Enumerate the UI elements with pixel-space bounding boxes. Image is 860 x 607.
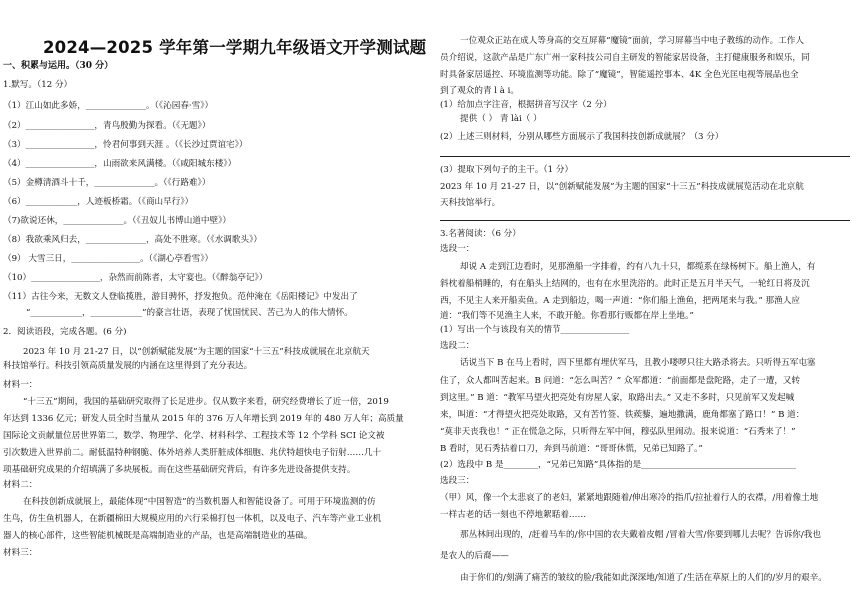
passage-line: 一位观众正站在成人等身高的交互屏幕“魔镜”面前，学习屏幕当中电子教练的动作。工作人	[460, 36, 804, 46]
question-heading: (1）给加点字注音，根据拼音写汉字（2 分）	[440, 100, 612, 110]
material-label: 材料二：	[3, 480, 38, 490]
passage-line: 来，叫道：“才得望火把亮处取路，又有苦竹签、铁蒺藜，遍地撒满，鹿角都塞了路口！” B 道：	[440, 410, 805, 420]
question-heading: (3）提取下列句子的主干。（1 分）	[440, 165, 574, 175]
passage-line: “十三五”期间，我国的基础研究取得了长足进步。仅从数字来看，研究经费增长了近一倍，2019	[23, 397, 389, 407]
recitation-item: （2）________________，青鸟殷勤为探看。（《无题》）	[3, 121, 211, 131]
recitation-item: “____________，____________”的豪言壮语，表现了忧国忧民、苦己为人的伟大情怀。	[26, 308, 353, 318]
passage-line: 在科技创新成就展上，最能体现“中国智造”的当数机器人和智能设备了。可用于环境监测的仿	[23, 497, 376, 507]
answer-blanks: 提供（ ） 青 lài（ ）	[460, 114, 542, 124]
recitation-item: （1）江山如此多娇，______________。（《沁园春·雪》）	[3, 101, 214, 111]
passage-line: 斜枕着船梢睡的，有在船头上结网的，也有在水里洗浴的。此时正是五月半天气，一轮红日将及沉	[440, 279, 810, 289]
passage-line: 2023 年 10 月 21-27 日，以“创新赋能发展”为主题的国家“十三五”科技成就展在北京航天	[23, 347, 370, 357]
passage-line: 到了观众的青 l à i。	[440, 86, 519, 96]
passage-line: 却说 A 走到江边看时，见那渔船一字排着，约有八九十只，都缆系在绿杨树下。船上渔人，有	[460, 262, 816, 272]
question-heading: (2）选段中 B 是________，“兄弟已知路”具体指的是____________________________________	[440, 460, 796, 470]
passage-line: 国际论文贡献量位居世界第二，数学、物理学、化学、材料科学、工程技术等 12 个学科 SCI 论文被	[3, 431, 385, 441]
passage-line: 员介绍说，这款产品是广东广州一家科技公司自主研发的智能家居设备，主打健康服务和娱乐，同	[440, 53, 810, 63]
passage-line: 器人的核心部件，这些智能机械既是高端制造业的产品，也是高端制造业的基础。	[3, 531, 313, 541]
passage-line: 年达到 1336 亿元；研发人员全时当量从 2015 年的 376 万人年增长到 2019 年的 480 万人年；高质量	[3, 414, 404, 424]
poem-line: 由于你们的/刻满了痛苦的皱纹的脸/我能如此深深地/知道了/生活在草原上的人们的/岁月的艰辛。	[460, 573, 827, 583]
passage-line: 科技馆举行。科技引领高质量发展的内涵在这里得到了充分表达。	[3, 361, 253, 371]
recitation-item: （10）________________，杂然而前陈者，太守宴也。（《醉翁亭记》）	[3, 273, 268, 283]
question-heading: (1）写出一个与该段有关的情节________________	[440, 325, 630, 335]
passage-line: B 看时，见石秀拈着口刀，奔到马前道：“哥哥休慌，兄弟已知路了。”	[440, 444, 703, 454]
passage-line: 生鸟，仿生鱼机器人，在新疆棉田大规模应用的六行采棉打包一体机，以及电子、汽车等产业工业机	[3, 514, 382, 524]
question-heading: 2．阅读语段，完成各题。(6 分)	[3, 327, 127, 337]
passage-line: 话说当下 B 在马上看时，四下里都有埋伏军马，且教小喽啰只往大路杀将去。只听得五军屯塞	[460, 358, 816, 368]
question-heading: 3.名著阅读：（6 分）	[440, 229, 521, 239]
passage-line: 引次数进入世界前二。耐低温特种钢脆、体外培养人类肝脏成体细胞、兆伏特超快电子衍射……几十	[3, 448, 382, 458]
question-heading: (2）上述三则材料，分别从哪些方面展示了我国科技创新成就展？（3 分）	[440, 132, 724, 142]
material-label: 材料三：	[3, 548, 38, 558]
passage-line: 项基础研究成果的介绍填满了多块展板。而在这些基础研究背后，有许多先进设备提供支持。	[3, 465, 356, 475]
recitation-item: （9） 大雪三日，________________。（《湖心亭看雪》）	[3, 254, 214, 264]
passage-line: 住了，众人都叫苦起来。B 问道：“怎么叫苦？” 众军都道：“前面都是盘陀路，走了一遭，又转	[440, 376, 801, 386]
answer-line	[440, 220, 850, 221]
excerpt-label: 选段三：	[440, 476, 475, 486]
recitation-item: （5）金樽清酒斗十千，______________。（《行路难》）	[3, 178, 211, 188]
passage-line: 西，不见主人来开船卖鱼。A 走到船边，喝一声道：“你们船上渔鱼，把两尾来与我。” 那渔人应	[440, 296, 800, 306]
poem-line: 那丛林间出现的，/赶着马车的/你中国的农夫戴着皮帽 /冒着大雪/你要到哪儿去呢？告诉你/我也	[460, 530, 821, 540]
section-heading: 一、积累与运用。（30 分）	[3, 61, 114, 71]
recitation-item: （8）我欲乘风归去，______________，高处不胜寒。（《水调歌头》）	[3, 235, 262, 245]
passage-line: 天科技馆举行。	[440, 198, 501, 208]
recitation-item: （7)欲说还休，______________。（《丑奴儿书博山道中壁》）	[3, 216, 231, 226]
poem-line: （甲）风，像一个太悲哀了的老妇，紧紧地跟随着/伸出寒冷的指爪/拉扯着行人的衣襟，/用着像土地	[440, 493, 819, 503]
passage-line: 道：“我们等不见渔主人来，不敢开舱。你看那行贩都在岸上坐地。”	[440, 311, 694, 321]
recitation-item: （11）古往今来，无数文人登临揽胜，游目骋怀，抒发抱负。范仲淹在《岳阳楼记》中发出了	[3, 292, 358, 302]
poem-line: 一样古老的话一刻也不停地絮聒着……	[440, 510, 587, 520]
recitation-item: （4）________________，山雨欲来风满楼。（《咸阳城东楼》）	[3, 159, 237, 169]
passage-line: 2023 年 10 月 21-27 日，以“创新赋能发展”为主题的国家“十三五”科技成就展览活动在北京航	[440, 182, 804, 192]
passage-line: 到这里。” B 道：“教军马望火把亮处有房屋人家，取路出去。” 又走不多时，只见前军又发起喊	[440, 393, 795, 403]
excerpt-label: 选段一：	[440, 244, 475, 254]
passage-line: “莫非天丧我也！” 正在慌急之际，只听得左军中间，穆弘队里闹动。报来说道：“石秀来了！”	[440, 427, 796, 437]
material-label: 材料一：	[3, 380, 38, 390]
answer-line	[440, 156, 850, 157]
excerpt-label: 选段二：	[440, 341, 475, 351]
recitation-item: （3）________________，怜君何事到天涯 。（《长沙过贾谊宅》）	[3, 140, 248, 150]
question-heading: 1.默写。（12 分）	[3, 80, 73, 90]
poem-line: 是农人的后裔——	[440, 551, 509, 561]
recitation-item: （6）____________，人迹板桥霜。（《商山早行》）	[3, 197, 194, 207]
passage-line: 时具备家居遥控、环境监测等功能。除了“魔镜”，智能遥控事本、4K 全色光匡电视等展品也全	[440, 70, 799, 80]
page-title: 2024—2025 学年第一学期九年级语文开学测试题	[43, 38, 427, 57]
